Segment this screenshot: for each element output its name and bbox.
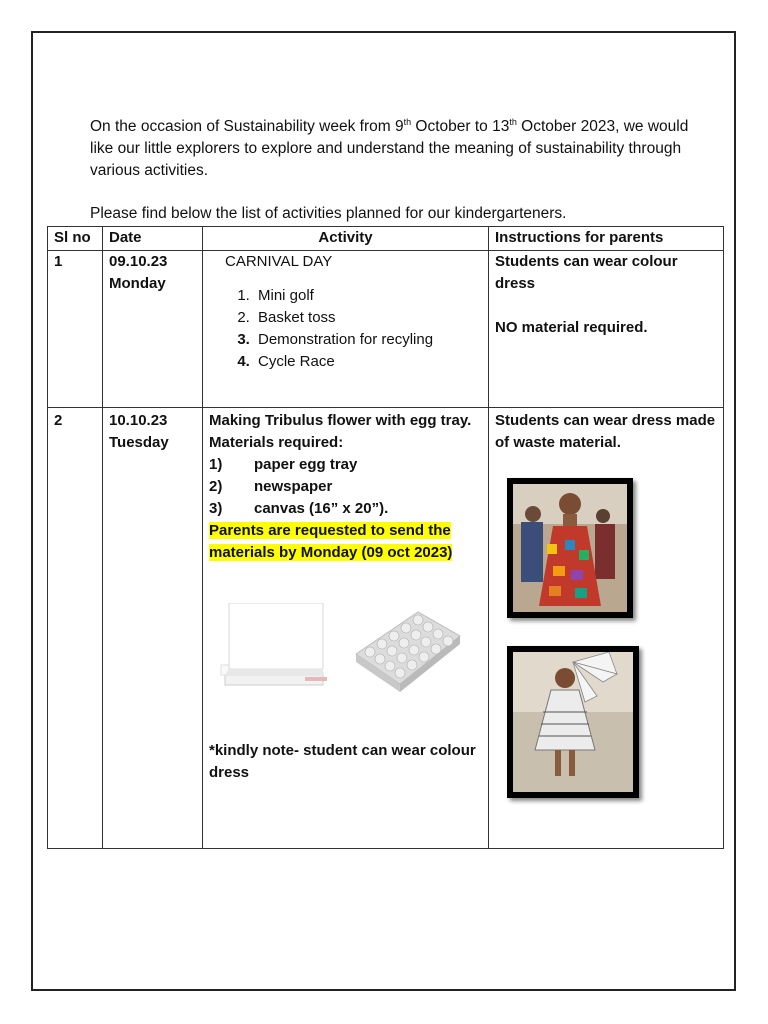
row1-instr-material: NO material required. (495, 319, 648, 336)
egg-tray-image (348, 592, 466, 702)
list-item: 2. Basket toss (254, 307, 482, 329)
row2-instructions (489, 408, 724, 849)
row1-date (103, 251, 203, 408)
table-header-row (48, 227, 724, 251)
material-number: 1) (209, 456, 223, 473)
material-text: canvas (16” x 20”). (254, 500, 389, 517)
material-number: 2) (209, 478, 223, 495)
row1-day: Monday (109, 275, 166, 292)
material-text: newspaper (254, 478, 333, 495)
materials-label: Materials required: (209, 434, 344, 451)
row2-day: Tuesday (109, 434, 169, 451)
highlighted-request: Parents are requested to send the materials by Monday (09 oct 2023) (209, 522, 453, 561)
row2-slno: 2 (48, 408, 103, 849)
intro-paragraph: On the occasion of Sustainability week from 9th October to 13th October 2023, we would like our little explorers to explore and understand the meaning of sustainability through various activities. (90, 117, 689, 179)
table-row (48, 408, 724, 849)
row1-instructions (489, 251, 724, 408)
row2-date (103, 408, 203, 849)
row1-title: CARNIVAL DAY (225, 253, 333, 270)
material-number: 3) (209, 500, 223, 517)
table-row (48, 251, 724, 408)
materials-images (209, 592, 482, 702)
dress-photo-2 (507, 646, 639, 798)
kindly-note: *kindly note- student can wear colour dress (209, 742, 476, 781)
row1-activity (203, 251, 489, 408)
header-slno: Sl no (48, 227, 103, 251)
activity-table (47, 226, 724, 849)
row1-instr-dress: Students can wear colour dress (495, 253, 678, 292)
row2-title: Making Tribulus flower with egg tray. (209, 412, 472, 429)
canvas-image (215, 603, 330, 691)
row1-date-value: 09.10.23 (109, 253, 168, 270)
list-item: 1. Mini golf (254, 285, 482, 307)
header-instructions: Instructions for parents (489, 227, 724, 251)
list-intro: Please find below the list of activities planned for our kindergarteners. (90, 205, 567, 222)
row2-instr-dress: Students can wear dress made of waste material. (495, 412, 716, 451)
header-activity: Activity (203, 227, 489, 251)
header-date: Date (103, 227, 203, 251)
row1-slno: 1 (48, 251, 103, 408)
dress-photo-1 (507, 478, 633, 618)
material-text: paper egg tray (254, 456, 358, 473)
material-item (209, 454, 482, 476)
list-item: 4. Cycle Race (254, 351, 482, 373)
row2-date-value: 10.10.23 (109, 412, 168, 429)
row2-activity (203, 408, 489, 849)
list-item: 3. Demonstration for recyling (254, 329, 482, 351)
row1-activity-list (209, 285, 482, 373)
material-item (209, 498, 482, 520)
material-item (209, 476, 482, 498)
